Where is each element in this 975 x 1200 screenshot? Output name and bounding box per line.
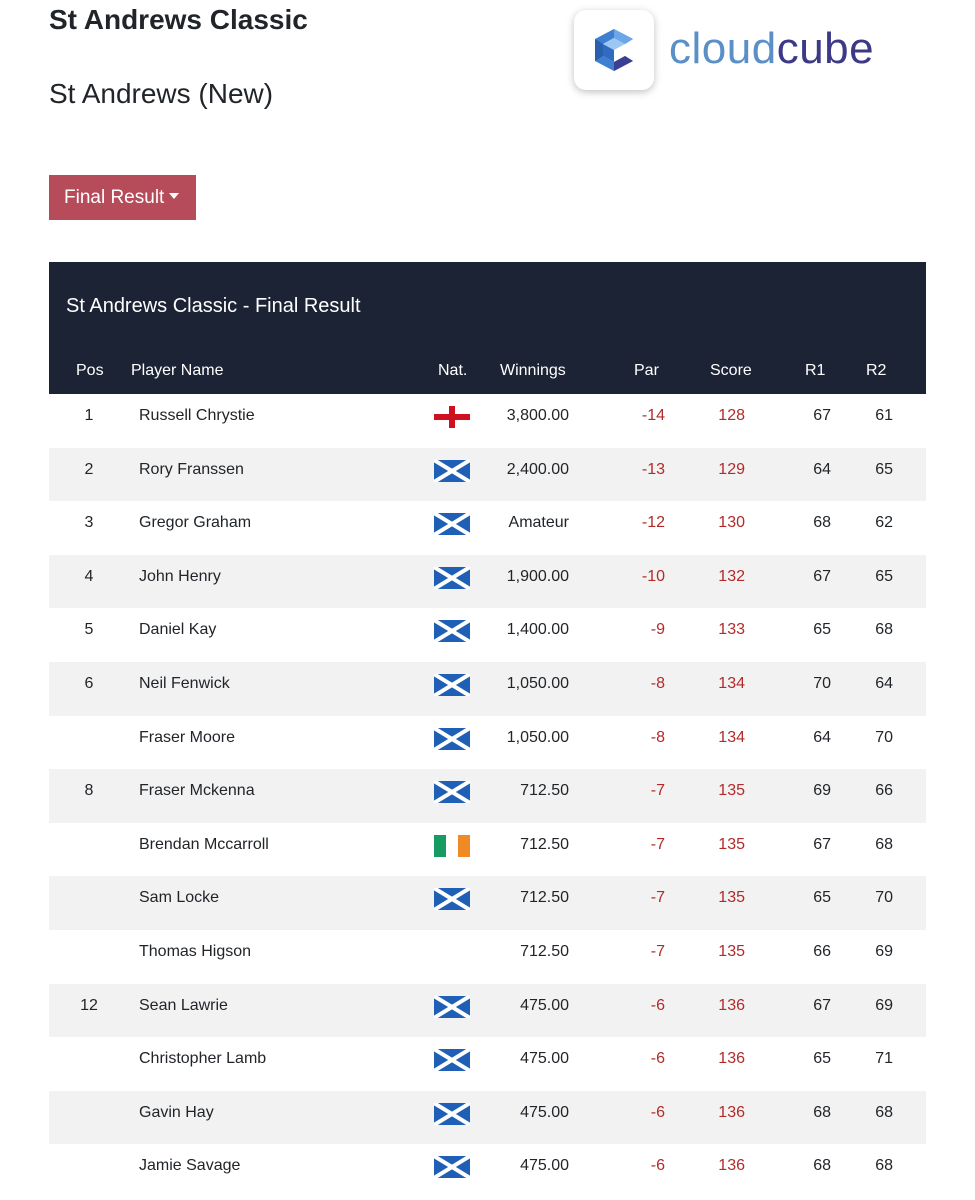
row-score: 136 bbox=[718, 1103, 745, 1121]
row-player-name: Gregor Graham bbox=[139, 514, 252, 532]
row-par: -14 bbox=[641, 407, 665, 424]
row-par: -8 bbox=[650, 728, 665, 746]
row-score: 135 bbox=[718, 889, 745, 907]
row-winnings: 712.50 bbox=[520, 782, 569, 800]
scotland-flag-icon bbox=[434, 781, 470, 803]
row-winnings: 475.00 bbox=[520, 996, 569, 1014]
logo-word-light: cloud bbox=[669, 24, 777, 73]
col-header-nat[interactable]: Nat. bbox=[438, 362, 468, 379]
row-player-name: Sam Locke bbox=[139, 889, 220, 907]
scotland-flag-icon bbox=[434, 728, 470, 750]
row-r1: 69 bbox=[813, 782, 831, 800]
row-pos: 4 bbox=[84, 567, 94, 585]
col-header-score[interactable]: Score bbox=[710, 362, 752, 379]
logo-word-dark: cube bbox=[776, 24, 875, 73]
row-score: 129 bbox=[718, 460, 745, 478]
row-par: -7 bbox=[650, 942, 665, 960]
row-player-name: Thomas Higson bbox=[139, 942, 252, 960]
row-player-name: Sean Lawrie bbox=[139, 996, 228, 1014]
row-par: -10 bbox=[641, 567, 665, 585]
row-r2: 65 bbox=[875, 460, 893, 478]
result-filter-dropdown[interactable] bbox=[49, 175, 196, 220]
row-score: 136 bbox=[718, 1050, 745, 1068]
row-pos: 6 bbox=[84, 674, 94, 692]
row-pos: 12 bbox=[80, 996, 98, 1014]
england-flag-icon bbox=[434, 406, 470, 428]
row-r2: 62 bbox=[875, 514, 893, 532]
row-r1: 65 bbox=[813, 621, 831, 639]
row-player-name: Gavin Hay bbox=[139, 1103, 214, 1121]
row-r1: 66 bbox=[813, 942, 831, 960]
scotland-flag-icon bbox=[434, 567, 470, 589]
row-r1: 68 bbox=[813, 1103, 831, 1121]
row-r1: 67 bbox=[813, 835, 831, 853]
table-row[interactable] bbox=[49, 608, 926, 662]
scotland-flag-icon bbox=[434, 996, 470, 1018]
row-score: 135 bbox=[718, 942, 745, 960]
scotland-flag-icon bbox=[434, 460, 470, 482]
col-header-name[interactable]: Player Name bbox=[131, 362, 224, 379]
row-par: -6 bbox=[650, 1157, 665, 1175]
scotland-flag-icon bbox=[434, 674, 470, 696]
table-caption: St Andrews Classic - Final Result bbox=[66, 295, 361, 317]
row-winnings: 712.50 bbox=[520, 889, 569, 907]
course-subtitle: St Andrews (New) bbox=[49, 78, 274, 109]
row-player-name: Brendan Mccarroll bbox=[139, 835, 269, 853]
row-winnings: 475.00 bbox=[520, 1103, 569, 1121]
row-pos: 5 bbox=[84, 621, 94, 639]
table-body bbox=[49, 394, 926, 1198]
row-score: 128 bbox=[718, 407, 745, 424]
row-r1: 65 bbox=[813, 1050, 831, 1068]
table-row[interactable] bbox=[49, 930, 926, 984]
cloudcube-logo bbox=[574, 10, 934, 95]
table-row[interactable] bbox=[49, 1144, 926, 1198]
row-r2: 68 bbox=[875, 1103, 893, 1121]
logo-badge bbox=[574, 10, 654, 90]
row-player-name: Jamie Savage bbox=[139, 1157, 241, 1175]
row-r1: 67 bbox=[813, 407, 831, 424]
row-player-name: Neil Fenwick bbox=[139, 674, 230, 692]
row-winnings: Amateur bbox=[508, 514, 569, 532]
row-score: 134 bbox=[718, 728, 745, 746]
caret-down-icon bbox=[169, 193, 179, 199]
row-r1: 64 bbox=[813, 460, 831, 478]
row-winnings: 1,900.00 bbox=[506, 567, 569, 585]
col-header-r2[interactable]: R2 bbox=[866, 362, 887, 379]
row-winnings: 712.50 bbox=[520, 835, 569, 853]
row-winnings: 1,400.00 bbox=[506, 621, 569, 639]
row-par: -9 bbox=[650, 621, 665, 639]
row-par: -7 bbox=[650, 889, 665, 907]
table-row[interactable] bbox=[49, 501, 926, 555]
row-pos: 8 bbox=[84, 782, 94, 800]
row-r2: 68 bbox=[875, 621, 893, 639]
col-header-pos[interactable]: Pos bbox=[76, 362, 104, 379]
row-r1: 65 bbox=[813, 889, 831, 907]
scotland-flag-icon bbox=[434, 1156, 470, 1178]
table-row[interactable] bbox=[49, 716, 926, 770]
row-player-name: Christopher Lamb bbox=[139, 1050, 267, 1068]
row-r1: 70 bbox=[813, 674, 831, 692]
row-r1: 68 bbox=[813, 514, 831, 532]
col-header-par[interactable]: Par bbox=[634, 362, 659, 379]
table-row[interactable] bbox=[49, 769, 926, 823]
row-r2: 61 bbox=[875, 407, 893, 424]
row-winnings: 475.00 bbox=[520, 1157, 569, 1175]
row-score: 135 bbox=[718, 835, 745, 853]
row-r2: 69 bbox=[875, 996, 893, 1014]
row-pos: 1 bbox=[84, 407, 94, 424]
table-row[interactable] bbox=[49, 1091, 926, 1145]
row-r1: 67 bbox=[813, 567, 831, 585]
cube-c-icon bbox=[589, 25, 639, 75]
row-r2: 69 bbox=[875, 942, 893, 960]
row-r1: 68 bbox=[813, 1157, 831, 1175]
table-row[interactable] bbox=[49, 1037, 926, 1091]
row-par: -7 bbox=[650, 782, 665, 800]
row-player-name: Daniel Kay bbox=[139, 621, 217, 639]
row-score: 136 bbox=[718, 996, 745, 1014]
row-player-name: Russell Chrystie bbox=[139, 407, 255, 424]
row-player-name: Fraser Moore bbox=[139, 728, 236, 746]
row-r2: 64 bbox=[875, 674, 893, 692]
row-winnings: 2,400.00 bbox=[506, 460, 569, 478]
table-row[interactable] bbox=[49, 984, 926, 1038]
result-filter-label: Final Result bbox=[64, 186, 165, 208]
table-row[interactable] bbox=[49, 823, 926, 877]
row-score: 134 bbox=[718, 674, 745, 692]
row-score: 136 bbox=[718, 1157, 745, 1175]
row-player-name: John Henry bbox=[139, 567, 221, 585]
row-score: 132 bbox=[718, 567, 745, 585]
row-r1: 64 bbox=[813, 728, 831, 746]
row-score: 130 bbox=[718, 514, 745, 532]
col-header-r1[interactable]: R1 bbox=[805, 362, 826, 379]
row-score: 133 bbox=[718, 621, 745, 639]
row-par: -6 bbox=[650, 1050, 665, 1068]
scotland-flag-icon bbox=[434, 888, 470, 910]
table-header bbox=[49, 262, 926, 394]
row-winnings: 3,800.00 bbox=[506, 407, 569, 424]
row-par: -8 bbox=[650, 674, 665, 692]
row-player-name: Fraser Mckenna bbox=[139, 782, 255, 800]
scotland-flag-icon bbox=[434, 1049, 470, 1071]
row-par: -6 bbox=[650, 996, 665, 1014]
results-table bbox=[49, 262, 926, 1198]
scotland-flag-icon bbox=[434, 620, 470, 642]
row-par: -13 bbox=[641, 460, 665, 478]
table-row[interactable] bbox=[49, 876, 926, 930]
row-r2: 70 bbox=[875, 889, 893, 907]
page-title: St Andrews Classic bbox=[49, 4, 308, 35]
row-winnings: 1,050.00 bbox=[506, 674, 569, 692]
table-row[interactable] bbox=[49, 555, 926, 609]
row-r2: 68 bbox=[875, 835, 893, 853]
row-pos: 2 bbox=[84, 460, 94, 478]
row-par: -7 bbox=[650, 835, 665, 853]
row-pos: 3 bbox=[84, 514, 94, 532]
scotland-flag-icon bbox=[434, 1103, 470, 1125]
col-header-winnings[interactable]: Winnings bbox=[500, 362, 566, 379]
row-player-name: Rory Franssen bbox=[139, 460, 244, 478]
table-row[interactable] bbox=[49, 448, 926, 502]
row-r1: 67 bbox=[813, 996, 831, 1014]
row-r2: 65 bbox=[875, 567, 893, 585]
row-r2: 66 bbox=[875, 782, 893, 800]
table-row[interactable] bbox=[49, 394, 926, 448]
row-score: 135 bbox=[718, 782, 745, 800]
row-r2: 68 bbox=[875, 1157, 893, 1175]
scotland-flag-icon bbox=[434, 513, 470, 535]
table-row[interactable] bbox=[49, 662, 926, 716]
row-par: -6 bbox=[650, 1103, 665, 1121]
logo-wordmark bbox=[669, 24, 874, 74]
row-r2: 70 bbox=[875, 728, 893, 746]
row-winnings: 712.50 bbox=[520, 942, 569, 960]
row-r2: 71 bbox=[875, 1050, 893, 1068]
row-par: -12 bbox=[641, 514, 665, 532]
row-winnings: 1,050.00 bbox=[506, 728, 569, 746]
row-winnings: 475.00 bbox=[520, 1050, 569, 1068]
ireland-flag-icon bbox=[434, 835, 470, 857]
